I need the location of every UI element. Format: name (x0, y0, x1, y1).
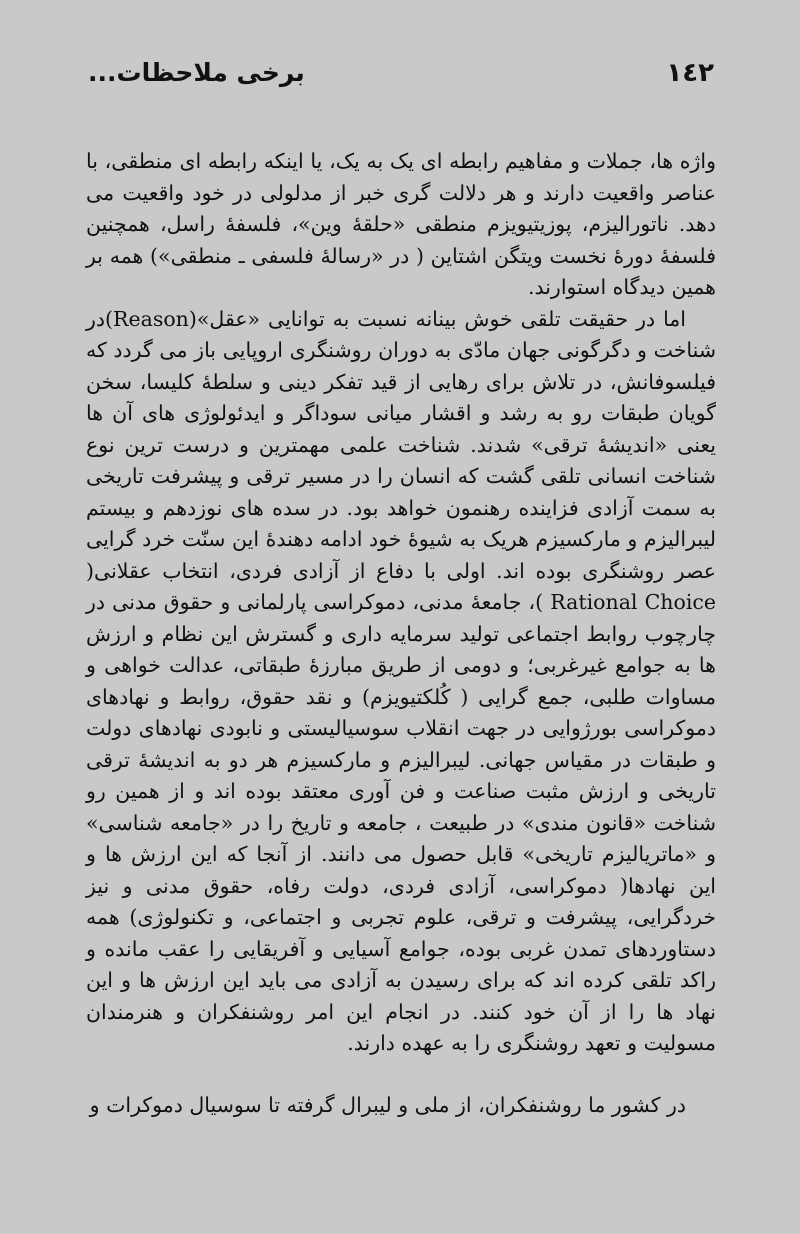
body-text (86, 146, 716, 1060)
paragraph-3: در کشور ما روشنفکران، از ملی و لیبرال گرفته تا سوسیال دموکرات و (89, 1093, 686, 1117)
paragraph-1: واژه ها، جملات و مفاهیم رابطه ای یک به یک، یا اینکه رابطه ای منطقی، با عناصر واقعیت دارند و هر دلالت گری خبر از مدلولی در خود واقعیت می دهد. ناتورالیزم، پوزیتیویزم منطقی «حلقهٔ وین»، فلسفهٔ راسل، همچنین فلسفهٔ دورهٔ نخست ویتگن اشتاین ( در «رسالهٔ فلسفی ـ منطقی») همه بر همین دیدگاه استوارند. (86, 149, 716, 299)
running-title: برخی ملاحظات... (88, 58, 305, 87)
page-header (88, 58, 714, 98)
page-number: ١٤٢ (666, 58, 714, 88)
paragraph-2: اما در حقیقت تلقی خوش بینانه نسبت به توانایی «عقل»(Reason)در شناخت و دگرگونی جهان مادّی به دوران روشنگری اروپایی باز می گردد که فیلسوفانش، در تلاش برای رهایی از قید تفکر دینی و سلطهٔ کلیسا، سخن گویان طبقات رو به رشد و اقشار میانی سوداگر و ایدئولوژی های آن ها یعنی «اندیشهٔ ترقی» شدند. شناخت علمی مهمترین و درست ترین نوع شناخت انسانی تلقی گشت که انسان را در مسیر ترقی و پیشرفت تاریخی به سمت آزادی فزاینده رهنمون خواهد بود. در سده های نوزدهم و بیستم لیبرالیزم و مارکسیزم هریک به شیوهٔ خود ادامه دهندهٔ این سنّت خرد گرایی عصر روشنگری بوده اند. اولی با دفاع از آزادی فردی، انتخاب عقلانی( Rational Choice )، جامعهٔ مدنی، دموکراسی پارلمانی و حقوق مدنی در چارچوب روابط اجتماعی تولید سرمایه داری و گسترش این نظام و ارزش ها به جوامع غیرغربی؛ و دومی از طریق مبارزهٔ طبقاتی، عدالت خواهی و مساوات طلبی، جمع گرایی ( کُلکتیویزم) و نقد حقوق، روابط و نهادهای دموکراسی بورژوایی در جهت انقلاب سوسیالیستی و نابودی نهادهای دولت و طبقات در مقیاس جهانی. لیبرالیزم و مارکسیزم هر دو به اندیشهٔ ترقی تاریخی و ارزش مثبت صناعت و فن آوری معتقد بوده اند و از همین رو شناخت «قانون مندی» در طبیعت ، جامعه و تاریخ را در «جامعه شناسی» و «ماتریالیزم تاریخی» قابل حصول می دانند. از آنجا که این ارزش ها و این نهادها( دموکراسی، آزادی فردی، دولت رفاه، حقوق مدنی و نیز خردگرایی، پیشرفت و ترقی، علوم تجربی و اجتماعی، و تکنولوژی) همه دستاوردهای تمدن غربی بوده، جوامع آسیایی و آفریقایی را عقب مانده و راکد تلقی کرده اند که برای رسیدن به آزادی می باید این ارزش ها و این نهاد ها را از آن خود کنند. در انجام این امر روشنفکران و هنرمندان مسولیت و تعهد روشنگری را به عهده دارند. (86, 306, 716, 1055)
